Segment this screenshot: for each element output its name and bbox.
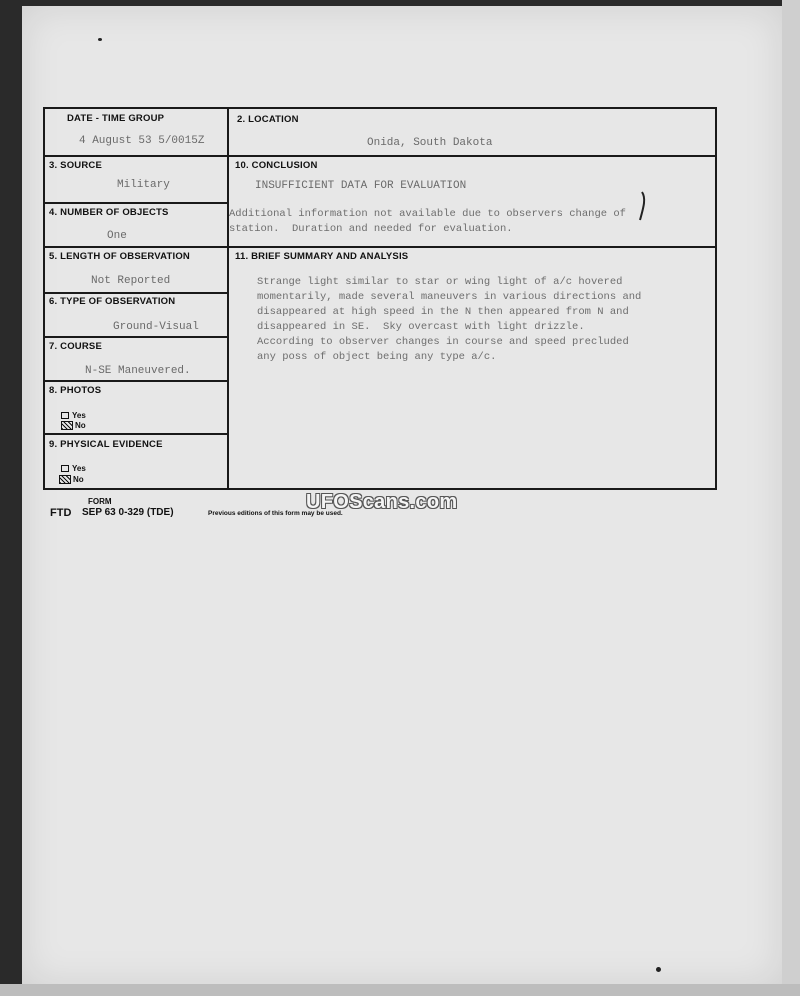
course-value: N-SE Maneuvered. xyxy=(85,365,191,377)
checkbox-checked-icon xyxy=(59,475,71,484)
project-card-form xyxy=(43,107,717,490)
page-edge xyxy=(782,0,800,996)
ink-speck xyxy=(98,38,102,41)
row-divider xyxy=(45,380,227,382)
conclusion-value: INSUFFICIENT DATA FOR EVALUATION xyxy=(255,180,467,192)
photos-label: 8. PHOTOS xyxy=(49,385,102,396)
number-of-objects-label: 4. NUMBER OF OBJECTS xyxy=(49,207,169,218)
location-value: Onida, South Dakota xyxy=(367,137,493,149)
date-time-group-label: DATE - TIME GROUP xyxy=(67,113,165,124)
ink-speck xyxy=(656,967,661,972)
previous-editions-note: Previous editions of this form may be used. xyxy=(208,510,343,517)
footer-code: FTD xyxy=(50,507,72,519)
row-divider xyxy=(45,202,227,204)
checkbox-checked-icon xyxy=(61,421,73,430)
row-divider xyxy=(45,246,227,248)
row-divider xyxy=(45,433,227,435)
date-time-group-value: 4 August 53 5/0015Z xyxy=(79,135,205,147)
handwritten-mark xyxy=(634,190,654,224)
row-divider xyxy=(45,155,715,157)
row-divider xyxy=(227,246,715,248)
row-divider xyxy=(45,336,227,338)
conclusion-note: Additional information not available due to observers change of station. Duration and needed for evaluation. xyxy=(229,208,626,235)
photos-yes-option: Yes xyxy=(61,411,86,420)
brief-summary-label: 11. BRIEF SUMMARY AND ANALYSIS xyxy=(235,251,409,262)
course-label: 7. COURSE xyxy=(49,341,103,352)
type-of-observation-label: 6. TYPE OF OBSERVATION xyxy=(49,296,176,307)
brief-summary-text: Strange light similar to star or wing light of a/c hovered momentarily, made several maneuvers in various directions and disappeared at high speed in the N then appeared from N and disappeared in SE. Sky overcast with light drizzle. According to observer changes in course and speed precluded any poss of object being any type a/c. xyxy=(257,276,642,363)
row-divider xyxy=(45,292,227,294)
photos-no-option: No xyxy=(61,421,86,430)
location-label: 2. LOCATION xyxy=(237,114,299,125)
checkbox-empty-icon xyxy=(61,465,69,472)
conclusion-label: 10. CONCLUSION xyxy=(235,160,318,171)
source-value: Military xyxy=(117,179,170,191)
form-number: SEP 63 0-329 (TDE) xyxy=(82,507,174,518)
physical-evidence-label: 9. PHYSICAL EVIDENCE xyxy=(49,439,163,450)
physical-evidence-yes-option: Yes xyxy=(61,464,86,473)
length-of-observation-label: 5. LENGTH OF OBSERVATION xyxy=(49,251,190,262)
page-edge-bottom xyxy=(0,984,800,996)
number-of-objects-value: One xyxy=(107,230,127,242)
length-of-observation-value: Not Reported xyxy=(91,275,171,287)
source-label: 3. SOURCE xyxy=(49,160,103,171)
form-word: FORM xyxy=(88,497,112,506)
checkbox-empty-icon xyxy=(61,412,69,419)
watermark: UFOScans.com xyxy=(306,491,458,513)
physical-evidence-no-option: No xyxy=(59,475,84,484)
column-divider xyxy=(227,109,229,488)
type-of-observation-value: Ground-Visual xyxy=(113,321,199,333)
